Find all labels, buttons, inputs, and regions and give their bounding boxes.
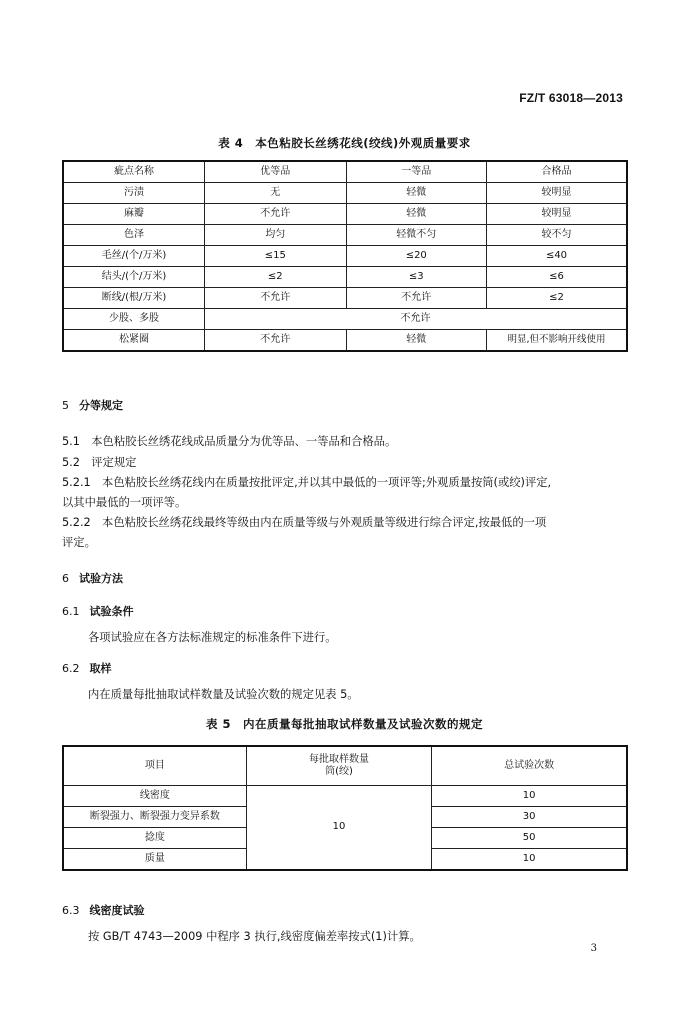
table4-cell: 不允许 [346, 288, 486, 309]
paragraph-5-2-1-line2: 以其中最低的一项评等。 [62, 496, 187, 509]
table4-cell: 不允许 [205, 204, 346, 225]
table4-cell: 轻微 [346, 183, 486, 204]
section-number: 6.3 [62, 904, 80, 917]
table4-cell: 不允许 [205, 288, 346, 309]
section-title: 试验条件 [89, 605, 134, 618]
table4-header-cell: 优等品 [205, 161, 346, 183]
section6-2-heading [62, 660, 112, 676]
table4 [62, 160, 628, 352]
section-number: 6 [62, 572, 69, 585]
table4-cell: 少股、多股 [63, 309, 205, 330]
section-number: 5 [62, 399, 69, 412]
table4-cell: 结头/(个/万米) [63, 267, 205, 288]
paragraph-6-2: 内在质量每批抽取试样数量及试验次数的规定见表 5。 [88, 688, 359, 701]
table5-total-cell: 10 [432, 786, 627, 807]
table4-cell: 松紧圈 [63, 330, 205, 352]
section-title: 试验方法 [79, 572, 123, 585]
table4-cell: ≤15 [205, 246, 346, 267]
table-row [63, 267, 627, 288]
section-title: 分等规定 [79, 399, 123, 412]
table5-header-cell [246, 746, 431, 786]
paragraph-5-2-1-line1: 5.2.1 本色粘胶长丝绣花线内在质量按批评定,并以其中最低的一项评等;外观质量按筒(或绞)评定, [62, 476, 552, 489]
table5-sample-count-cell: 10 [246, 786, 431, 871]
table-row [63, 330, 627, 352]
section6-1-heading [62, 603, 134, 619]
table4-cell: 不允许 [205, 330, 346, 352]
section-title: 线密度试验 [89, 904, 145, 917]
table4-cell: ≤2 [486, 288, 627, 309]
table5-item-cell: 质量 [63, 849, 246, 871]
table-row [63, 183, 627, 204]
table5-header-cell: 总试验次数 [432, 746, 627, 786]
table4-cell: 均匀 [205, 225, 346, 246]
paragraph-5-2: 5.2 评定规定 [62, 456, 137, 469]
table4-cell: 无 [205, 183, 346, 204]
table4-header-cell: 一等品 [346, 161, 486, 183]
table5-header-cell: 项目 [63, 746, 246, 786]
table4-cell: 较明显 [486, 183, 627, 204]
table4-cell: ≤20 [346, 246, 486, 267]
section6-3-heading [62, 902, 145, 918]
page-number: 3 [590, 943, 597, 954]
table4-cell: 较不匀 [486, 225, 627, 246]
table4-cell: ≤6 [486, 267, 627, 288]
paragraph-5-1: 5.1 本色粘胶长丝绣花线成品质量分为优等品、一等品和合格品。 [62, 435, 397, 448]
table4-merged-cell: 不允许 [205, 309, 627, 330]
table-row [63, 225, 627, 246]
section-title: 取样 [89, 662, 112, 675]
table4-cell: 较明显 [486, 204, 627, 225]
table-row [63, 309, 627, 330]
table4-cell: ≤3 [346, 267, 486, 288]
table-row [63, 246, 627, 267]
section-number: 6.1 [62, 605, 80, 618]
paragraph-6-1: 各项试验应在各方法标准规定的标准条件下进行。 [88, 631, 337, 644]
standard-code: FZ/T 63018—2013 [519, 91, 623, 105]
table4-cell: 色泽 [63, 225, 205, 246]
table4-cell: ≤2 [205, 267, 346, 288]
table5 [62, 745, 628, 871]
table5-total-cell: 10 [432, 849, 627, 871]
table5-item-cell: 捻度 [63, 828, 246, 849]
section-number: 6.2 [62, 662, 80, 675]
paragraph-5-2-2-line2: 评定。 [62, 536, 96, 549]
table5-header-count-line1: 每批取样数量 [309, 753, 370, 765]
table4-header-cell: 疵点名称 [63, 161, 205, 183]
table4-cell: ≤40 [486, 246, 627, 267]
table4-cell: 污渍 [63, 183, 205, 204]
table4-cell: 毛丝/(个/万米) [63, 246, 205, 267]
table5-caption: 表 5 内在质量每批抽取试样数量及试验次数的规定 [205, 717, 483, 731]
table5-total-cell: 50 [432, 828, 627, 849]
table4-cell: 轻微 [346, 204, 486, 225]
paragraph-5-2-2-line1: 5.2.2 本色粘胶长丝绣花线最终等级由内在质量等级与外观质量等级进行综合评定,按最低的一项 [62, 516, 547, 529]
section6-heading [62, 570, 123, 586]
table5-header-count-line2: 筒(绞) [325, 766, 353, 777]
table5-total-cell: 30 [432, 807, 627, 828]
section5-heading [62, 397, 123, 413]
table5-item-cell: 线密度 [63, 786, 246, 807]
table5-header-row [63, 746, 627, 786]
paragraph-6-3: 按 GB/T 4743—2009 中程序 3 执行,线密度偏差率按式(1)计算。 [88, 930, 421, 943]
table-row [63, 786, 627, 807]
table4-cell: 麻瓣 [63, 204, 205, 225]
table4-caption: 表 4 本色粘胶长丝绣花线(绞线)外观质量要求 [218, 136, 471, 150]
table-row [63, 288, 627, 309]
table5-item-cell: 断裂强力、断裂强力变异系数 [63, 807, 246, 828]
table4-header-cell: 合格品 [486, 161, 627, 183]
table4-cell: 明显,但不影响开线使用 [486, 330, 627, 352]
table-row [63, 204, 627, 225]
table4-cell: 轻微不匀 [346, 225, 486, 246]
table4-header-row [63, 161, 627, 183]
table4-cell: 断线/(根/万米) [63, 288, 205, 309]
table4-cell: 轻微 [346, 330, 486, 352]
